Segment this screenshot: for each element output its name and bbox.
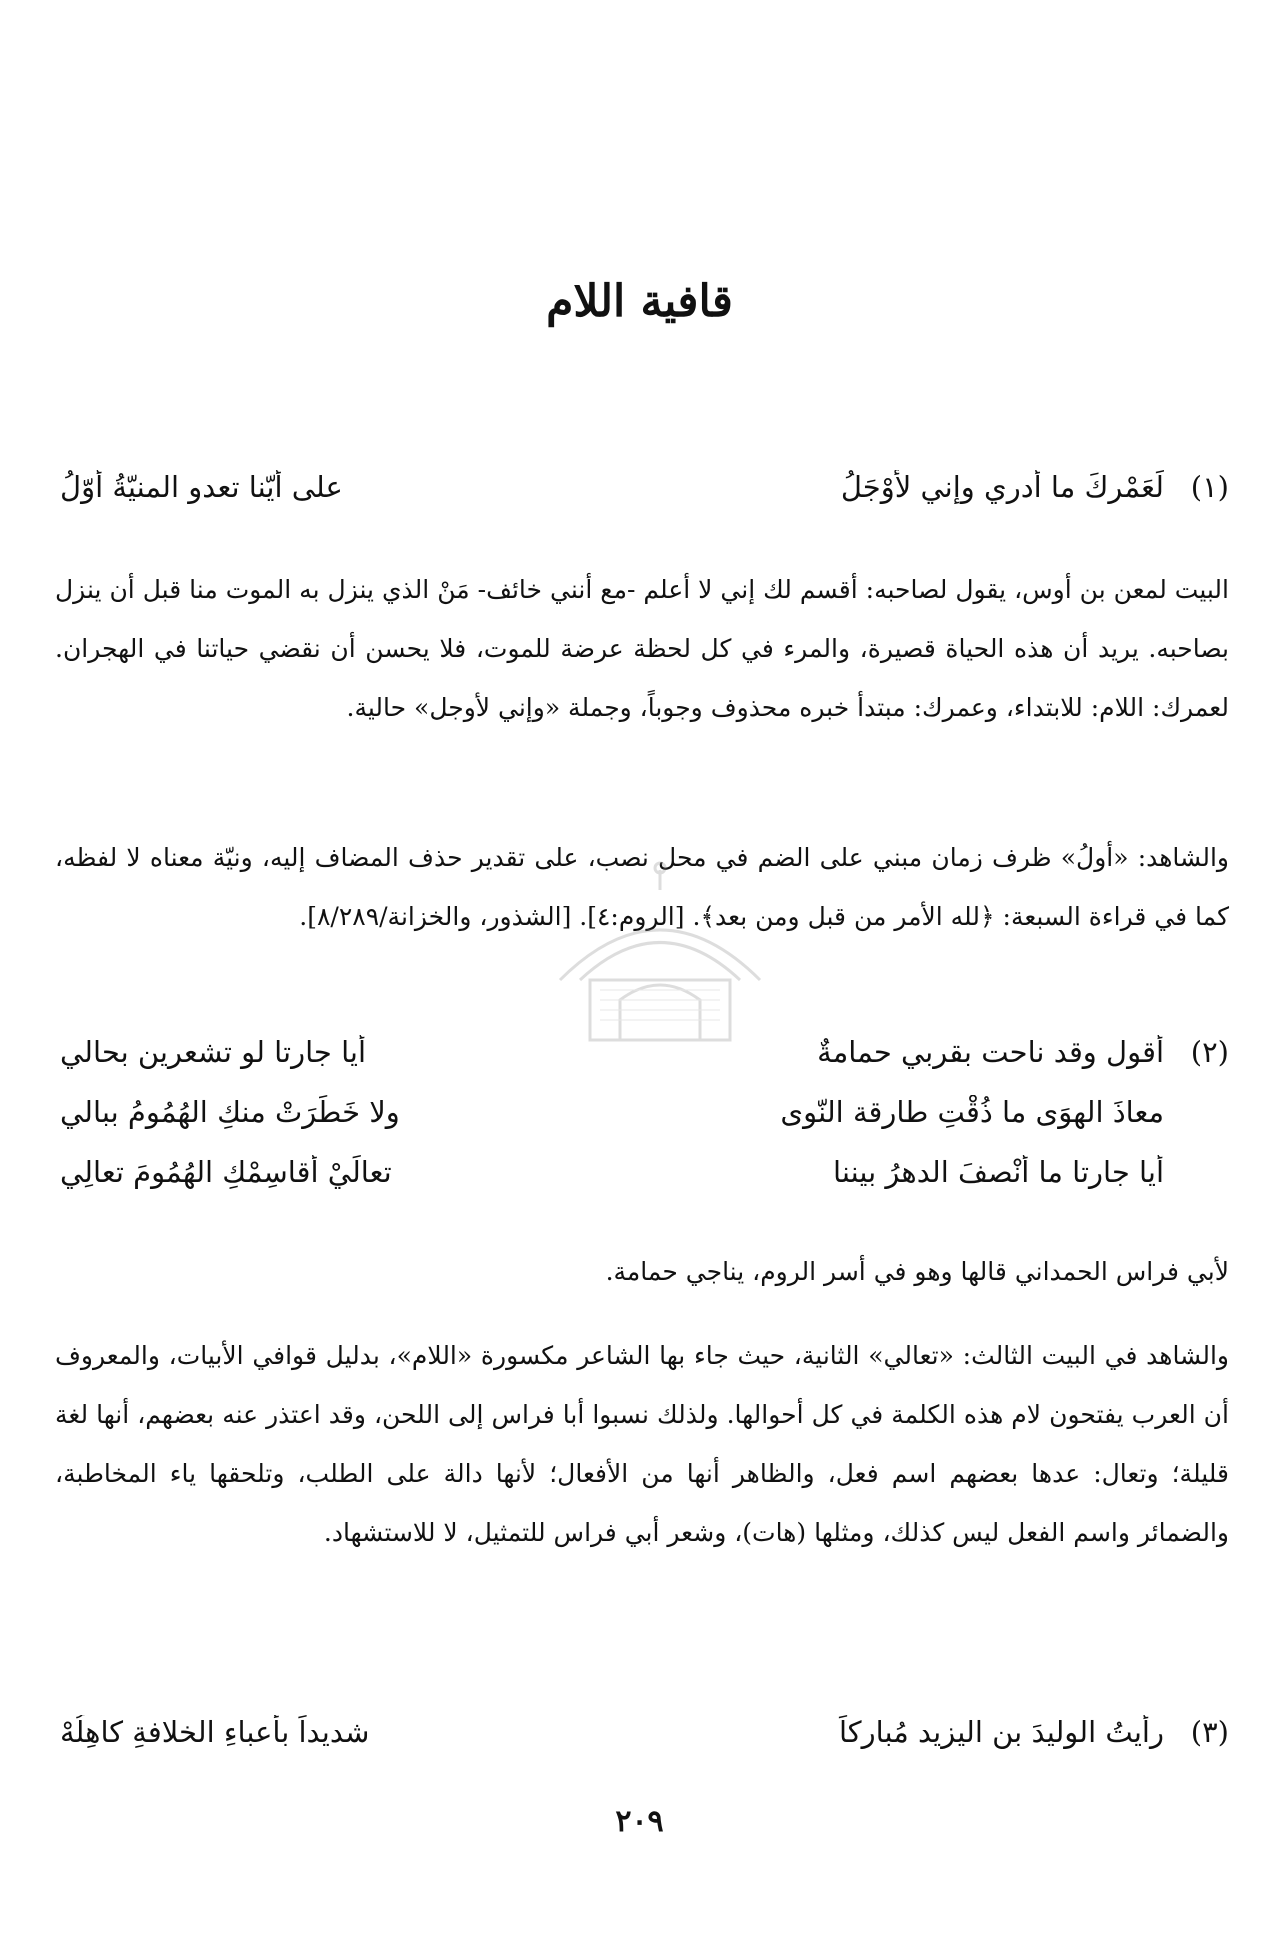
verse-number: (٣) bbox=[1190, 1715, 1229, 1749]
first-hemistich: رأيتُ الوليدَ بن اليزيد مُباركاً bbox=[838, 1715, 1164, 1749]
second-hemistich: ولا خَطَرَتْ منكِ الهُمُومُ ببالي bbox=[60, 1095, 400, 1129]
verse-number: (١) bbox=[1190, 470, 1229, 504]
attribution-paragraph: لأبي فراس الحمداني قالها وهو في أسر الروم، يناجي حمامة. bbox=[605, 1257, 1229, 1286]
verse-2 bbox=[50, 1035, 1229, 1215]
first-hemistich: معاذَ الهوَى ما ذُقْتِ طارقة النّوى bbox=[780, 1095, 1164, 1129]
second-hemistich: على أيّنا تعدو المنيّةُ أوّلُ bbox=[60, 470, 343, 504]
verse-line bbox=[50, 1035, 1229, 1095]
commentary-paragraph-3: والشاهد في البيت الثالث: «تعالي» الثانية، حيث جاء بها الشاعر مكسورة «اللام»، بدليل قوافي الأبيات، والمعروف أن العرب يفتحون لام هذه الكلمة في كل أحوالها. ولذلك نسبوا أبا فراس إلى اللحن، وقد اعتذر عنه بعضهم، أنها لغة قليلة؛ وتعال: عدها بعضهم اسم فعل، والظاهر أنها من الأفعال؛ لأنها دالة على الطلب، وتلحقها ياء المخاطبة، والضمائر واسم الفعل ليس كذلك، ومثلها (هات)، وشعر أبي فراس للتمثيل، لا للاستشهاد. bbox=[55, 1341, 1229, 1547]
second-hemistich: شديداً بأعباءِ الخلافةِ كاهِلُهْ bbox=[60, 1715, 370, 1749]
first-hemistich: لَعَمْرِكَ ما أدري وإني لأَوْجَلُ bbox=[840, 470, 1164, 504]
page-number: ٢٠٩ bbox=[615, 1804, 664, 1839]
second-hemistich: تعالَيْ أقاسِمْكِ الهُمُومَ تعالِي bbox=[60, 1155, 392, 1189]
verse-3 bbox=[50, 1715, 1229, 1775]
verse-line bbox=[50, 1715, 1229, 1775]
second-hemistich: أيا جارتا لو تشعرين بحالي bbox=[60, 1035, 367, 1069]
verse-line bbox=[50, 1155, 1229, 1215]
verse-line bbox=[50, 470, 1229, 530]
first-hemistich: أيا جارتا ما أنْصفَ الدهرُ بيننا bbox=[833, 1155, 1164, 1189]
verse-1 bbox=[50, 470, 1229, 530]
verse-number: (٢) bbox=[1190, 1035, 1229, 1069]
first-hemistich: أقول وقد ناحت بقربي حمامةٌ bbox=[817, 1035, 1164, 1069]
commentary-paragraph-2: والشاهد: «أولُ» ظرف زمان مبني على الضم في محل نصب، على تقدير حذف المضاف إليه، ونيّة معناه لا لفظه، كما في قراءة السبعة: ﴿لله الأمر من قبل ومن بعد﴾. [الروم:٤]. [الشذور، والخزانة/٨/٢٨٩]. bbox=[55, 843, 1229, 931]
verse-line bbox=[50, 1095, 1229, 1155]
commentary-paragraph-1: البيت لمعن بن أوس، يقول لصاحبه: أقسم لك إني لا أعلم -مع أنني خائف- مَنْ الذي ينزل به الموت منا قبل أن ينزل بصاحبه. يريد أن هذه الحياة قصيرة، والمرء في كل لحظة عرضة للموت، فلا يحسن أن نقضي حياتنا في الهجران. لعمرك: اللام: للابتداء، وعمرك: مبتدأ خبره محذوف وجوباً، وجملة «وإني لأوجل» حالية. bbox=[55, 575, 1229, 722]
page-title: قافية اللام bbox=[546, 276, 733, 327]
